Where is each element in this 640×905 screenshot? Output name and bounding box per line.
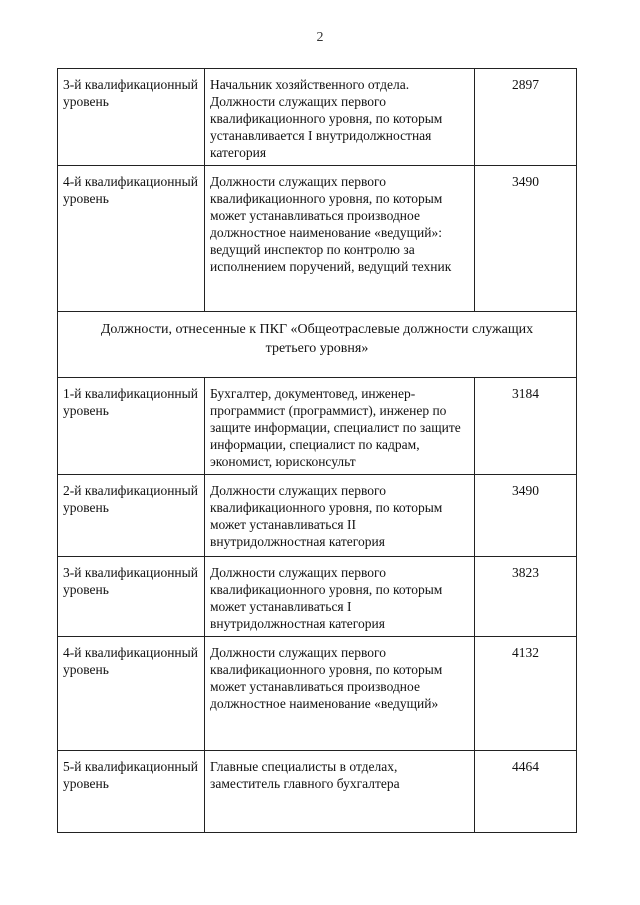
level-cell: 4-й квалификационный уровень (58, 637, 205, 751)
salary-cell: 3823 (475, 557, 577, 637)
description-cell: Должности служащих первого квалификационного уровня, по которым может устанавливаться I внутридолжностная категория (205, 557, 475, 637)
table-row (58, 475, 577, 557)
level-cell: 3-й квалификационный уровень (58, 69, 205, 166)
level-cell: 5-й квалификационный уровень (58, 751, 205, 833)
level-cell: 2-й квалификационный уровень (58, 475, 205, 557)
table-row (58, 751, 577, 833)
level-cell: 4-й квалификационный уровень (58, 166, 205, 312)
salary-cell: 3184 (475, 378, 577, 475)
salary-cell: 4464 (475, 751, 577, 833)
description-cell: Должности служащих первого квалификационного уровня, по которым может устанавливаться производное должностное наименование «ведущий» (205, 637, 475, 751)
table-row (58, 557, 577, 637)
description-cell: Начальник хозяйственного отдела. Должности служащих первого квалификационного уровня, по которым устанавливается I внутридолжностная категория (205, 69, 475, 166)
page-number: 2 (316, 30, 324, 45)
salary-cell: 3490 (475, 475, 577, 557)
table-row (58, 378, 577, 475)
description-cell: Главные специалисты в отделах, заместитель главного бухгалтера (205, 751, 475, 833)
description-cell: Должности служащих первого квалификационного уровня, по которым может устанавливаться II внутридолжностная категория (205, 475, 475, 557)
description-cell: Бухгалтер, документовед, инженер-программист (программист), инженер по защите информации, специалист по защите информации, специалист по кадрам, экономист, юрисконсульт (205, 378, 475, 475)
level-cell: 3-й квалификационный уровень (58, 557, 205, 637)
table-row (58, 166, 577, 312)
table-row (58, 637, 577, 751)
level-cell: 1-й квалификационный уровень (58, 378, 205, 475)
table-row (58, 69, 577, 166)
salary-cell: 4132 (475, 637, 577, 751)
section-header-row (58, 312, 577, 378)
description-cell: Должности служащих первого квалификационного уровня, по которым может устанавливаться производное должностное наименование «ведущий»: ведущий инспектор по контролю за исполнением поручений, ведущий техник (205, 166, 475, 312)
salary-table (57, 68, 577, 833)
salary-cell: 2897 (475, 69, 577, 166)
salary-cell: 3490 (475, 166, 577, 312)
section-title: Должности, отнесенные к ПКГ «Общеотраслевые должности служащих третьего уровня» (58, 312, 577, 378)
